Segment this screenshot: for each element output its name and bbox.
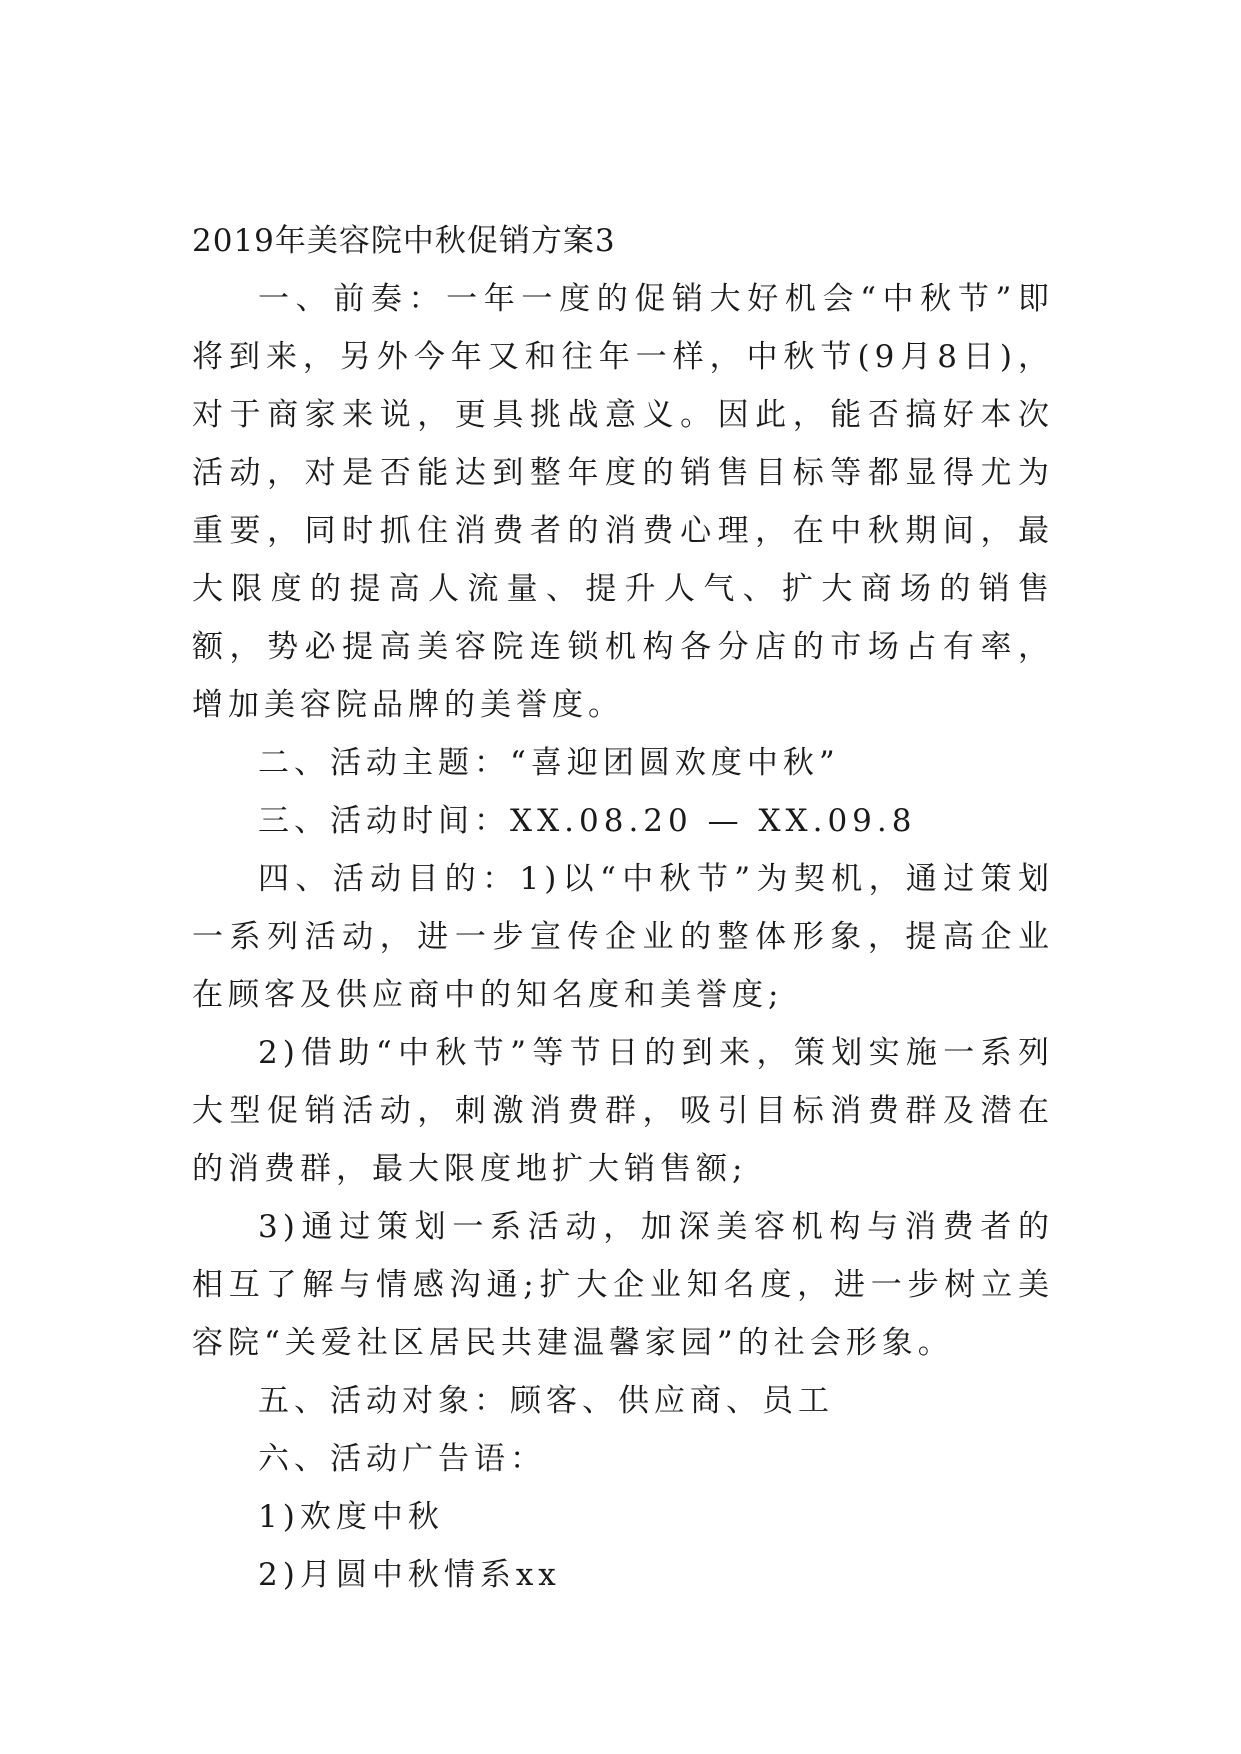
paragraph-slogan-heading: 六、活动广告语： [258, 1441, 546, 1477]
document-body [192, 212, 1054, 1604]
paragraph-purpose-2: 2)借助“中秋节”等节日的到来，策划实施一系列大型促销活动，刺激消费群，吸引目标消费群及潜在的消费群，最大限度地扩大销售额; [192, 1035, 1054, 1187]
paragraph-audience: 五、活动对象：顾客、供应商、员工 [258, 1383, 834, 1419]
paragraph-time: 三、活动时间：XX.08.20 — XX.09.8 [258, 803, 917, 839]
paragraph-slogan-2: 2)月圆中秋情系xx [258, 1557, 561, 1593]
document-title: 2019年美容院中秋促销方案3 [192, 223, 616, 259]
paragraph-purpose-1: 四、活动目的：1)以“中秋节”为契机，通过策划一系列活动，进一步宣传企业的整体形象，提高企业在顾客及供应商中的知名度和美誉度; [192, 861, 1054, 1013]
paragraph-purpose-3: 3)通过策划一系活动，加深美容机构与消费者的相互了解与情感沟通;扩大企业知名度，进一步树立美容院“关爱社区居民共建温馨家园”的社会形象。 [192, 1209, 1054, 1361]
paragraph-theme: 二、活动主题：“喜迎团圆欢度中秋” [258, 745, 840, 781]
paragraph-prelude: 一、前奏：一年一度的促销大好机会“中秋节”即将到来，另外今年又和往年一样，中秋节(9月8日)，对于商家来说，更具挑战意义。因此，能否搞好本次活动，对是否能达到整年度的销售目标等都显得尤为重要，同时抓住消费者的消费心理，在中秋期间，最大限度的提高人流量、提升人气、扩大商场的销售额，势必提高美容院连锁机构各分店的市场占有率，增加美容院品牌的美誉度。 [192, 281, 1054, 723]
paragraph-slogan-1: 1)欢度中秋 [258, 1499, 444, 1535]
